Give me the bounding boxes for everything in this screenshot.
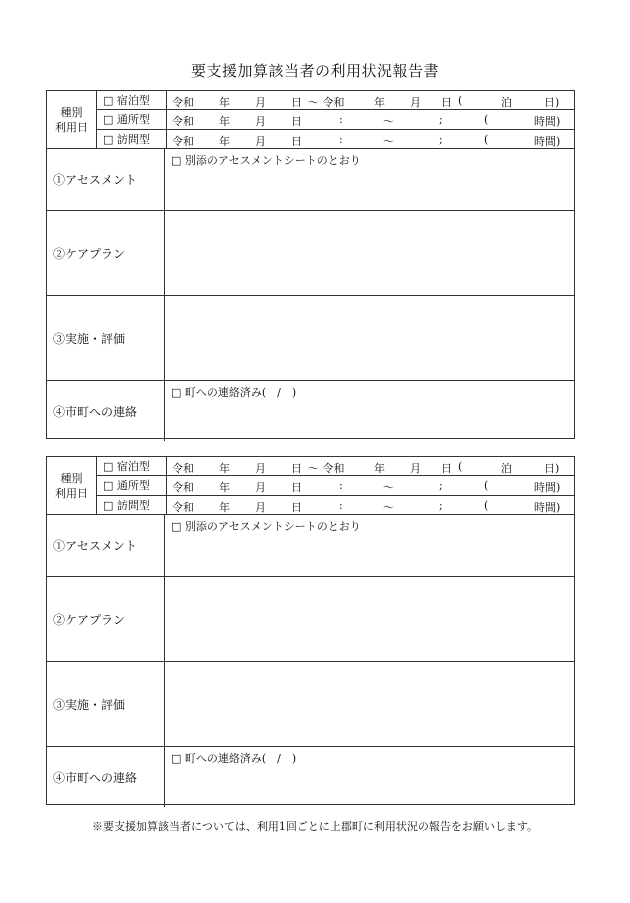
date-line-lodging[interactable]: 令和 年 月 日 ～ 令和 年 月 日 ( 泊 日)	[167, 91, 574, 110]
section-label: ③実施・評価	[47, 662, 165, 746]
section-label: ①アセスメント	[47, 149, 165, 210]
usage-type-label: 種別 利用日	[47, 91, 97, 148]
section-content-care-plan[interactable]	[165, 577, 574, 661]
page-title: 要支援加算該当者の利用状況報告書	[190, 62, 439, 80]
section-label: ④市町への連絡	[47, 747, 165, 807]
type-checkbox-daycare[interactable]: □ 通所型	[97, 476, 166, 495]
date-line-visit[interactable]: 令和 年 月 日 : ～ ; ( 時間)	[172, 132, 561, 148]
section-care-plan	[47, 577, 574, 662]
section-label: ②ケアプラン	[47, 577, 165, 661]
usage-date-fields	[167, 457, 574, 514]
section-content-municipal-contact[interactable]	[165, 381, 574, 441]
section-content-implementation[interactable]	[165, 296, 574, 380]
section-assessment	[47, 515, 574, 577]
usage-type-options	[97, 91, 167, 148]
section-content-assessment[interactable]	[165, 149, 574, 210]
type-checkbox-lodging[interactable]: □ 宿泊型	[97, 457, 166, 476]
section-label: ④市町への連絡	[47, 381, 165, 441]
section-implementation	[47, 662, 574, 747]
assessment-checkbox[interactable]: □ 別添のアセスメントシートのとおり	[171, 154, 361, 167]
section-care-plan	[47, 211, 574, 296]
section-label: ③実施・評価	[47, 296, 165, 380]
usage-days-row	[47, 457, 574, 515]
date-line-daycare[interactable]: 令和 年 月 日 : ～ ; ( 時間)	[167, 476, 574, 495]
report-form-2	[46, 456, 575, 805]
section-label: ①アセスメント	[47, 515, 165, 576]
section-label: ②ケアプラン	[47, 211, 165, 295]
section-content-care-plan[interactable]	[165, 211, 574, 295]
section-implementation	[47, 296, 574, 381]
assessment-checkbox[interactable]: □ 別添のアセスメントシートのとおり	[171, 520, 361, 533]
section-municipal-contact	[47, 381, 574, 441]
usage-days-row	[47, 91, 574, 149]
section-content-municipal-contact[interactable]	[165, 747, 574, 807]
section-assessment	[47, 149, 574, 211]
usage-date-fields	[167, 91, 574, 148]
date-line-visit[interactable]: 令和 年 月 日 : ～ ; ( 時間)	[172, 498, 561, 514]
report-form-1	[46, 90, 575, 439]
footnote: ※要支援加算該当者については、利用1回ごとに上郡町に利用状況の報告をお願いします。	[92, 820, 538, 833]
type-checkbox-daycare[interactable]: □ 通所型	[97, 110, 166, 129]
section-content-implementation[interactable]	[165, 662, 574, 746]
date-line-lodging[interactable]: 令和 年 月 日 ～ 令和 年 月 日 ( 泊 日)	[167, 457, 574, 476]
contact-checkbox[interactable]: □ 町への連絡済み( / )	[171, 752, 297, 765]
type-checkbox-visit[interactable]: □ 訪問型	[103, 132, 150, 146]
contact-checkbox[interactable]: □ 町への連絡済み( / )	[171, 386, 297, 399]
type-checkbox-visit[interactable]: □ 訪問型	[103, 498, 150, 512]
usage-type-options	[97, 457, 167, 514]
date-line-daycare[interactable]: 令和 年 月 日 : ～ ; ( 時間)	[167, 110, 574, 129]
type-checkbox-lodging[interactable]: □ 宿泊型	[97, 91, 166, 110]
section-content-assessment[interactable]	[165, 515, 574, 576]
section-municipal-contact	[47, 747, 574, 807]
usage-type-label: 種別 利用日	[47, 457, 97, 514]
